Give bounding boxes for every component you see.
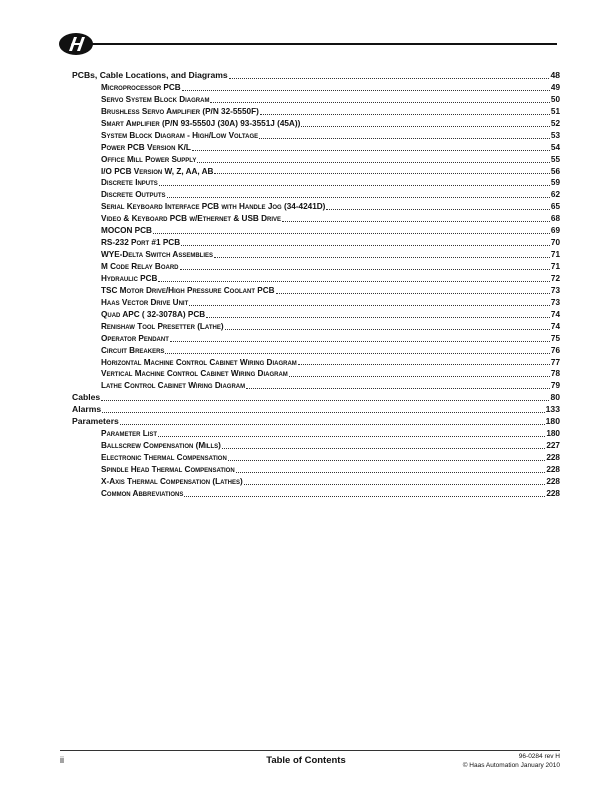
toc-subsection-entry[interactable] <box>70 261 560 273</box>
toc-entry-page: 62 <box>550 190 560 200</box>
toc-subsection-entry[interactable] <box>70 297 560 309</box>
toc-entry-page: 228 <box>546 464 560 474</box>
toc-entry-page: 76 <box>550 345 560 355</box>
dot-leader <box>167 196 550 198</box>
dot-leader <box>158 435 545 437</box>
toc-entry-page: 71 <box>550 250 560 260</box>
toc-subsection-entry[interactable] <box>70 273 560 285</box>
toc-entry-page: 48 <box>550 70 560 80</box>
dot-leader <box>259 137 550 139</box>
toc-entry-page: 54 <box>550 142 560 152</box>
toc-entry-title: Alarms <box>72 404 102 415</box>
toc-subsection-entry[interactable] <box>70 130 560 142</box>
toc-entry-page: 52 <box>550 118 560 128</box>
toc-subsection-entry[interactable] <box>70 154 560 166</box>
toc-entry-title: WYE-Delta Switch Assemblies <box>101 250 214 260</box>
dot-leader <box>170 340 550 342</box>
toc-entry-page: 74 <box>550 309 560 319</box>
dot-leader <box>228 459 546 461</box>
toc-entry-title: Microprocessor PCB <box>101 82 181 92</box>
toc-entry-page: 73 <box>550 297 560 307</box>
dot-leader <box>210 101 549 103</box>
toc-section-entry[interactable] <box>70 404 560 416</box>
dot-leader <box>301 125 550 127</box>
toc-subsection-entry[interactable] <box>70 285 560 297</box>
dot-leader <box>244 483 546 485</box>
dot-leader <box>229 77 550 79</box>
toc-subsection-entry[interactable] <box>70 249 560 261</box>
toc-subsection-entry[interactable] <box>70 201 560 213</box>
dot-leader <box>192 149 550 151</box>
toc-entry-title: TSC Motor Drive/High Pressure Coolant PCB <box>101 285 275 295</box>
dot-leader <box>182 89 550 91</box>
toc-entry-page: 79 <box>550 381 560 391</box>
toc-subsection-entry[interactable] <box>70 213 560 225</box>
toc-entry-page: 228 <box>546 488 560 498</box>
dot-leader <box>289 375 550 377</box>
toc-entry-title: Quad APC ( 32-3078A) PCB <box>101 309 206 319</box>
toc-entry-page: 59 <box>550 178 560 188</box>
toc-entry-title: X-Axis Thermal Compensation (Lathes) <box>101 476 243 486</box>
toc-section-entry[interactable] <box>70 70 560 82</box>
toc-subsection-entry[interactable] <box>70 440 560 452</box>
footer-doc-number: 96-0284 rev H <box>518 753 560 760</box>
toc-entry-page: 80 <box>550 392 560 403</box>
dot-leader <box>326 208 549 210</box>
dot-leader <box>282 220 550 222</box>
toc-entry-title: Smart Amplifier (P/N 93-5550J (30A) 93-3551J (45A)) <box>101 118 301 128</box>
toc-subsection-entry[interactable] <box>70 94 560 106</box>
dot-leader <box>101 399 549 401</box>
toc-subsection-entry[interactable] <box>70 189 560 201</box>
dot-leader <box>189 304 550 306</box>
toc-entry-page: 227 <box>546 441 560 451</box>
toc-entry-page: 75 <box>550 333 560 343</box>
toc-entry-page: 78 <box>550 369 560 379</box>
toc-entry-page: 73 <box>550 285 560 295</box>
toc-entry-title: Haas Vector Drive Unit <box>101 297 189 307</box>
toc-subsection-entry[interactable] <box>70 452 560 464</box>
toc-entry-title: Hydraulic PCB <box>101 273 158 283</box>
toc-subsection-entry[interactable] <box>70 333 560 345</box>
dot-leader <box>120 423 545 425</box>
toc-subsection-entry[interactable] <box>70 142 560 154</box>
toc-subsection-entry[interactable] <box>70 106 560 118</box>
dot-leader <box>260 113 550 115</box>
dot-leader <box>225 328 550 330</box>
dot-leader <box>184 495 545 497</box>
toc-entry-title: Spindle Head Thermal Compensation <box>101 464 235 474</box>
toc-entry-title: Brushless Servo Amplifier (P/N 32-5550F) <box>101 106 259 116</box>
toc-section-entry[interactable] <box>70 392 560 404</box>
toc-subsection-entry[interactable] <box>70 118 560 130</box>
dot-leader <box>214 256 550 258</box>
toc-subsection-entry[interactable] <box>70 380 560 392</box>
toc-entry-title: Operator Pendant <box>101 333 169 343</box>
toc-entry-page: 53 <box>550 130 560 140</box>
dot-leader <box>181 244 550 246</box>
toc-entry-title: Common Abbreviations <box>101 488 184 498</box>
toc-entry-page: 74 <box>550 321 560 331</box>
toc-entry-page: 133 <box>545 404 560 415</box>
toc-entry-page: 77 <box>550 357 560 367</box>
toc-entry-title: Serial Keyboard Interface PCB with Handle Jog (34-4241D) <box>101 202 326 212</box>
toc-subsection-entry[interactable] <box>70 357 560 369</box>
toc-subsection-entry[interactable] <box>70 166 560 178</box>
toc-subsection-entry[interactable] <box>70 464 560 476</box>
toc-entry-title: Circuit Breakers <box>101 345 165 355</box>
toc-entry-title: Vertical Machine Control Cabinet Wiring Diagram <box>101 369 288 379</box>
toc-subsection-entry[interactable] <box>70 476 560 488</box>
dot-leader <box>214 172 549 174</box>
toc-entry-title: Discrete Inputs <box>101 178 158 188</box>
dot-leader <box>236 471 546 473</box>
dot-leader <box>276 292 550 294</box>
dot-leader <box>159 184 550 186</box>
dot-leader <box>197 161 550 163</box>
toc-subsection-entry[interactable] <box>70 309 560 321</box>
dot-leader <box>298 363 550 365</box>
haas-logo-icon <box>56 31 96 57</box>
toc-subsection-entry[interactable] <box>70 82 560 94</box>
toc-entry-page: 56 <box>550 166 560 176</box>
footer-section-title: Table of Contents <box>266 755 346 766</box>
toc-entry-title: Parameters <box>72 416 119 427</box>
toc-entry-title: Electronic Thermal Compensation <box>101 453 227 462</box>
toc-entry-title: Office Mill Power Supply <box>101 154 197 164</box>
toc-section-entry[interactable] <box>70 416 560 428</box>
toc-entry-title: Ballscrew Compensation (Mills) <box>101 441 221 451</box>
toc-entry-page: 180 <box>545 416 560 427</box>
toc-entry-title: RS-232 Port #1 PCB <box>101 238 181 248</box>
toc-entry-page: 72 <box>550 273 560 283</box>
toc-entry-page: 51 <box>550 106 560 116</box>
toc-entry-page: 228 <box>546 476 560 486</box>
toc-entry-page: 71 <box>550 262 560 271</box>
dot-leader <box>153 232 550 234</box>
toc-entry-title: Cables <box>72 392 101 403</box>
toc-entry-page: 68 <box>550 214 560 224</box>
footer-page-number: ii <box>60 755 64 765</box>
dot-leader <box>158 280 549 282</box>
toc-entry-title: Discrete Outputs <box>101 190 166 200</box>
toc-subsection-entry[interactable] <box>70 321 560 333</box>
toc-entry-title: Renishaw Tool Presetter (Lathe) <box>101 321 224 331</box>
dot-leader <box>165 352 549 354</box>
footer-doc-info <box>463 752 560 770</box>
toc-entry-title: M Code Relay Board <box>101 262 179 271</box>
toc-entry-title: I/O PCB Version W, Z, AA, AB <box>101 166 214 176</box>
toc-entry-page: 49 <box>550 82 560 92</box>
dot-leader <box>246 387 550 389</box>
toc-subsection-entry[interactable] <box>70 237 560 249</box>
toc-subsection-entry[interactable] <box>70 345 560 357</box>
toc-entry-title: Power PCB Version K/L <box>101 142 191 152</box>
footer-copyright: © Haas Automation January 2010 <box>462 762 560 769</box>
toc-entry-title: Servo System Block Diagram <box>101 94 210 104</box>
toc-entry-page: 69 <box>550 226 560 236</box>
dot-leader <box>180 268 550 270</box>
toc-entry-page: 228 <box>546 453 560 462</box>
toc-subsection-entry[interactable] <box>70 488 560 500</box>
toc-entry-title: PCBs, Cable Locations, and Diagrams <box>72 70 228 80</box>
toc-subsection-entry[interactable] <box>70 368 560 380</box>
toc-entry-title: Horizontal Machine Control Cabinet Wiring Diagram <box>101 357 297 367</box>
toc-subsection-entry[interactable] <box>70 225 560 237</box>
toc-subsection-entry[interactable] <box>70 177 560 189</box>
toc-entry-page: 65 <box>550 202 560 212</box>
toc-entry-page: 50 <box>550 94 560 104</box>
dot-leader <box>222 447 545 449</box>
header-rule <box>60 43 557 45</box>
toc-entry-title: Lathe Control Cabinet Wiring Diagram <box>101 381 246 391</box>
toc-entry-page: 70 <box>550 238 560 248</box>
toc-entry-page: 55 <box>550 154 560 164</box>
dot-leader <box>206 316 550 318</box>
table-of-contents <box>70 70 560 500</box>
dot-leader <box>102 411 545 413</box>
toc-subsection-entry[interactable] <box>70 428 560 440</box>
toc-entry-title: System Block Diagram - High/Low Voltage <box>101 130 259 140</box>
toc-entry-page: 180 <box>546 429 560 439</box>
toc-entry-title: MOCON PCB <box>101 226 152 236</box>
toc-entry-title: Video & Keyboard PCB w/Ethernet & USB Drive <box>101 214 282 224</box>
toc-entry-title: Parameter List <box>101 429 158 439</box>
footer-rule <box>60 750 560 751</box>
